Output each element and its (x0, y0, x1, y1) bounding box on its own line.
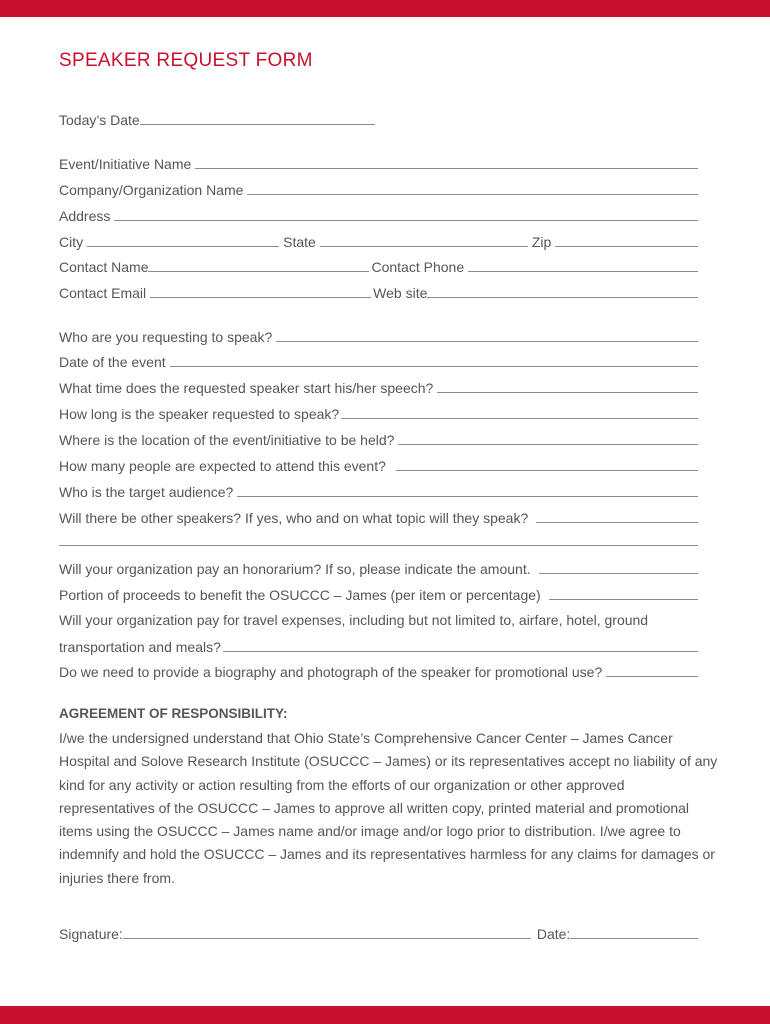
city-label: City (59, 234, 84, 250)
signature-date-label: Date: (536, 926, 571, 942)
question-travel-label-line2: transportation and meals? (59, 639, 221, 655)
question-date-field[interactable] (170, 366, 698, 367)
address-field[interactable] (114, 220, 698, 221)
agreement-title: AGREEMENT OF RESPONSIBILITY: (59, 706, 288, 721)
question-location-label: Where is the location of the event/initiative to be held? (59, 432, 395, 448)
address-row (59, 204, 698, 224)
event-name-label: Event/Initiative Name (59, 156, 192, 172)
contact-email-field[interactable] (150, 297, 371, 298)
question-start-time-field[interactable] (437, 392, 698, 393)
contact-email-label: Contact Email (59, 285, 147, 301)
question-other-speakers-label: Will there be other speakers? If yes, who and on what topic will they speak? (59, 510, 529, 526)
contact-phone-field[interactable] (468, 271, 698, 272)
question-duration-field[interactable] (341, 418, 698, 419)
contact-name-phone-row (59, 255, 698, 275)
signature-field[interactable] (123, 938, 531, 939)
address-label: Address (59, 208, 111, 224)
company-label: Company/Organization Name (59, 182, 244, 198)
question-date-label: Date of the event (59, 354, 166, 370)
question-audience-field[interactable] (237, 496, 698, 497)
contact-email-website-row (59, 281, 698, 301)
event-name-row (59, 152, 698, 172)
question-honorarium-field[interactable] (539, 573, 698, 574)
question-attendance-field[interactable] (396, 470, 698, 471)
question-biography-field[interactable] (606, 676, 698, 677)
state-field[interactable] (320, 246, 528, 247)
signature-row (59, 922, 698, 942)
question-travel-row (59, 635, 698, 655)
question-proceeds-row (59, 583, 698, 603)
city-field[interactable] (87, 246, 279, 247)
agreement-text: I/we the undersigned understand that Ohio State’s Comprehensive Cancer Center – James Cancer Hospital and Solove Research Institute (OSUCCC – James) or its representatives accept no liability of any kind for any activity or action resulting from the efforts of our organization or other approved representatives of the OSUCCC – James to approve all written copy, printed material and promotional items using the OSUCCC – James name and/or image and/or logo prior to distribution. I/we agree to indemnify and hold the OSUCCC – James and its representatives harmless for any claims for damages or injuries there from. (59, 730, 718, 886)
website-field[interactable] (427, 297, 698, 298)
contact-name-label: Contact Name (59, 259, 149, 275)
question-attendance-row (59, 454, 698, 474)
city-state-zip-row (59, 230, 698, 250)
question-biography-label: Do we need to provide a biography and photograph of the speaker for promotional use? (59, 664, 603, 680)
question-proceeds-field[interactable] (549, 599, 698, 600)
question-audience-row (59, 480, 698, 500)
contact-phone-label: Contact Phone (371, 259, 465, 275)
contact-name-field[interactable] (148, 271, 369, 272)
question-attendance-label: How many people are expected to attend this event? (59, 458, 386, 474)
question-honorarium-label: Will your organization pay an honorarium? If so, please indicate the amount. (59, 561, 531, 577)
question-other-speakers-extra-line[interactable] (59, 545, 698, 546)
question-location-row (59, 428, 698, 448)
todays-date-row (59, 108, 375, 128)
question-other-speakers-field[interactable] (536, 522, 698, 523)
company-field[interactable] (247, 194, 698, 195)
website-label: Web site (373, 285, 428, 301)
question-honorarium-row (59, 557, 698, 577)
question-travel-label-line1: Will your organization pay for travel expenses, including but not limited to, airfare, hotel, ground (59, 612, 649, 628)
question-start-time-row (59, 376, 698, 396)
page-title: SPEAKER REQUEST FORM (59, 50, 313, 71)
question-date-row (59, 350, 698, 370)
signature-label: Signature: (59, 926, 123, 942)
event-name-field[interactable] (195, 168, 698, 169)
question-location-field[interactable] (398, 444, 698, 445)
question-start-time-label: What time does the requested speaker start his/her speech? (59, 380, 434, 396)
question-duration-label: How long is the speaker requested to speak? (59, 406, 340, 422)
zip-label: Zip (531, 234, 552, 250)
question-travel-field[interactable] (223, 651, 698, 652)
company-row (59, 178, 698, 198)
question-biography-row (59, 660, 698, 680)
question-speaker-label: Who are you requesting to speak? (59, 329, 273, 345)
question-duration-row (59, 402, 698, 422)
todays-date-label: Today’s Date (59, 112, 140, 128)
top-accent-bar (0, 0, 770, 17)
question-speaker-row (59, 325, 698, 345)
signature-date-field[interactable] (570, 938, 698, 939)
todays-date-field[interactable] (140, 124, 375, 125)
state-label: State (283, 234, 316, 250)
bottom-accent-bar (0, 1006, 770, 1024)
question-other-speakers-row (59, 506, 698, 526)
zip-field[interactable] (555, 246, 698, 247)
question-audience-label: Who is the target audience? (59, 484, 234, 500)
question-proceeds-label: Portion of proceeds to benefit the OSUCCC – James (per item or percentage) (59, 587, 541, 603)
question-speaker-field[interactable] (276, 341, 698, 342)
